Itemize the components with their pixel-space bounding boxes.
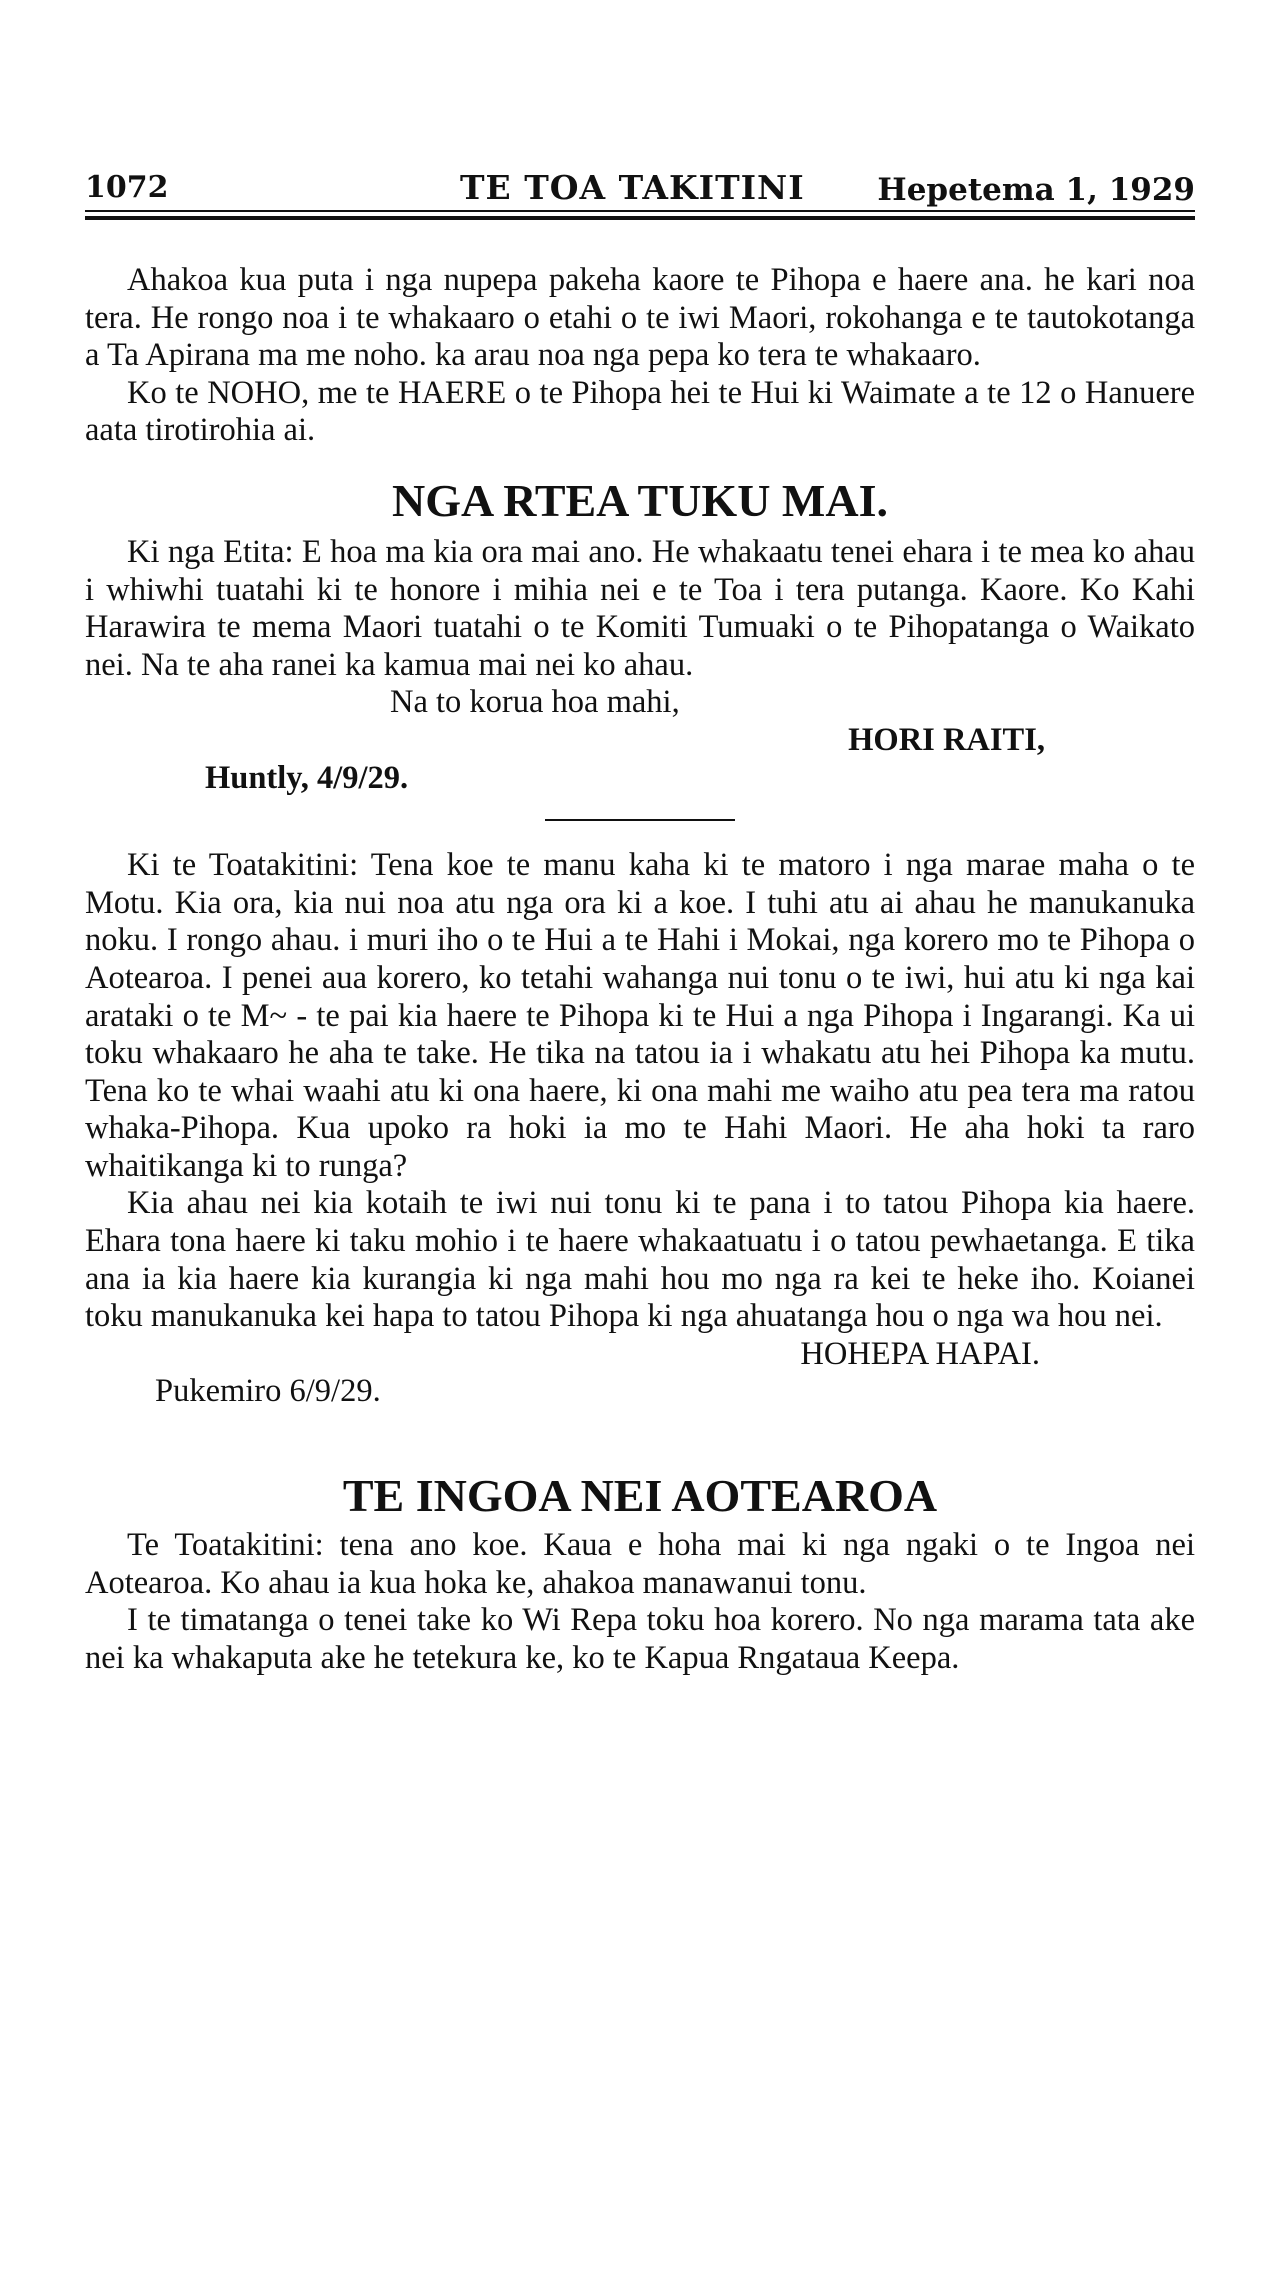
section-divider xyxy=(545,819,735,821)
page-number: 1072 xyxy=(85,170,169,205)
letter3-paragraph-1: Te Toatakitini: tena ano koe. Kaua e hoha mai ki nga ngaki o te Ingoa nei Aotearoa. Ko ahau ia kua hoka ke, ahakoa manawanui tonu. xyxy=(85,1527,1195,1601)
intro-paragraph-2: Ko te NOHO, me te HAERE o te Pihopa hei te Hui ki Waimate a te 12 o Hanuere aata tirotirohia ai. xyxy=(85,374,1195,449)
letter2-paragraph-2: Kia ahau nei kia kotaih te iwi nui tonu ki te pana i to tatou Pihopa kia haere. Ehara tona haere ki taku mohio i te haere whakaatuatu i o tatou pewhaetanga. E tika ana ia kia haere kia kurangia ki nga mahi hou mo nga ra kei te heke iho. Koianei toku manukanuka kei hapa to tatou Pihopa ki nga ahuatanga hou o nga wa hou nei. xyxy=(85,1185,1195,1335)
letter2-place-date: Pukemiro 6/9/29. xyxy=(155,1373,381,1410)
letter2-signer: HOHEPA HAPAI. xyxy=(800,1335,1040,1372)
article-body xyxy=(85,262,1195,1677)
letter1-signer: HORI RAITI, xyxy=(848,721,1045,758)
section-title-aotearoa: TE INGOA NEI AOTEAROA xyxy=(342,1470,938,1522)
letter2-paragraph-1: Ki te Toatakitini: Tena koe te manu kaha ki te matoro i nga marae maha o te Motu. Kia ora, kia nui noa atu nga ora ki a koe. I tuhi atu ai ahau he manukanuka noku. I rongo ahau. i muri iho o te Hui a te Hahi i Mokai, nga korero mo te Pihopa o Aotearoa. I penei aua korero, ko tetahi wahanga nui tonu o te iwi, hui atu ki nga kai arataki o te M~ - te pai kia haere te Pihopa ki te Hui a nga Pihopa i Ingarangi. Ka ui toku whakaaro he aha te take. He tika na tatou ia i whakatu atu hei Pihopa ka mutu. Tena ko te whai waahi atu ki ona haere, ki ona mahi me waiho atu pea tera ma ratou whaka-Pihopa. Kua upoko ra hoki ia mo te Hahi Maori. He aha hoki ta raro whaitikanga ki to runga? xyxy=(85,847,1195,1184)
page-header xyxy=(85,160,1195,214)
header-rule-thin xyxy=(85,210,1195,212)
issue-date: Hepetema 1, 1929 xyxy=(877,172,1195,208)
intro-paragraph-1: Ahakoa kua puta i nga nupepa pakeha kaore te Pihopa e haere ana. he kari noa tera. He rongo noa i te whakaaro o etahi o te iwi Maori, rokohanga e te tautokotanga a Ta Apirana ma me noho. ka arau noa nga pepa ko tera te whakaaro. xyxy=(85,262,1195,374)
letter1-paragraph: Ki nga Etita: E hoa ma kia ora mai ano. He whakaatu tenei ehara i te mea ko ahau i whiwhi tuatahi ki te honore i mihia nei e te Toa i tera putanga. Kaore. Ko Kahi Harawira te mema Maori tuatahi o te Komiti Tumuaki o te Pihopatanga o Waikato nei. Na te aha ranei ka kamua mai nei ko ahau. xyxy=(85,533,1195,683)
letter1-place-date: Huntly, 4/9/29. xyxy=(205,759,409,796)
section-title-letters: NGA RTEA TUKU MAI. xyxy=(392,474,888,526)
letter3-paragraph-2: I te timatanga o tenei take ko Wi Repa toku hoa korero. No nga marama tata ake nei ka whakaputa ake he tetekura ke, ko te Kapua Rngataua Keepa. xyxy=(85,1602,1195,1676)
publication-title: TE TOA TAKITINI xyxy=(460,168,805,207)
header-rule-thick xyxy=(85,216,1195,220)
letter1-closing: Na to korua hoa mahi, xyxy=(390,684,680,721)
